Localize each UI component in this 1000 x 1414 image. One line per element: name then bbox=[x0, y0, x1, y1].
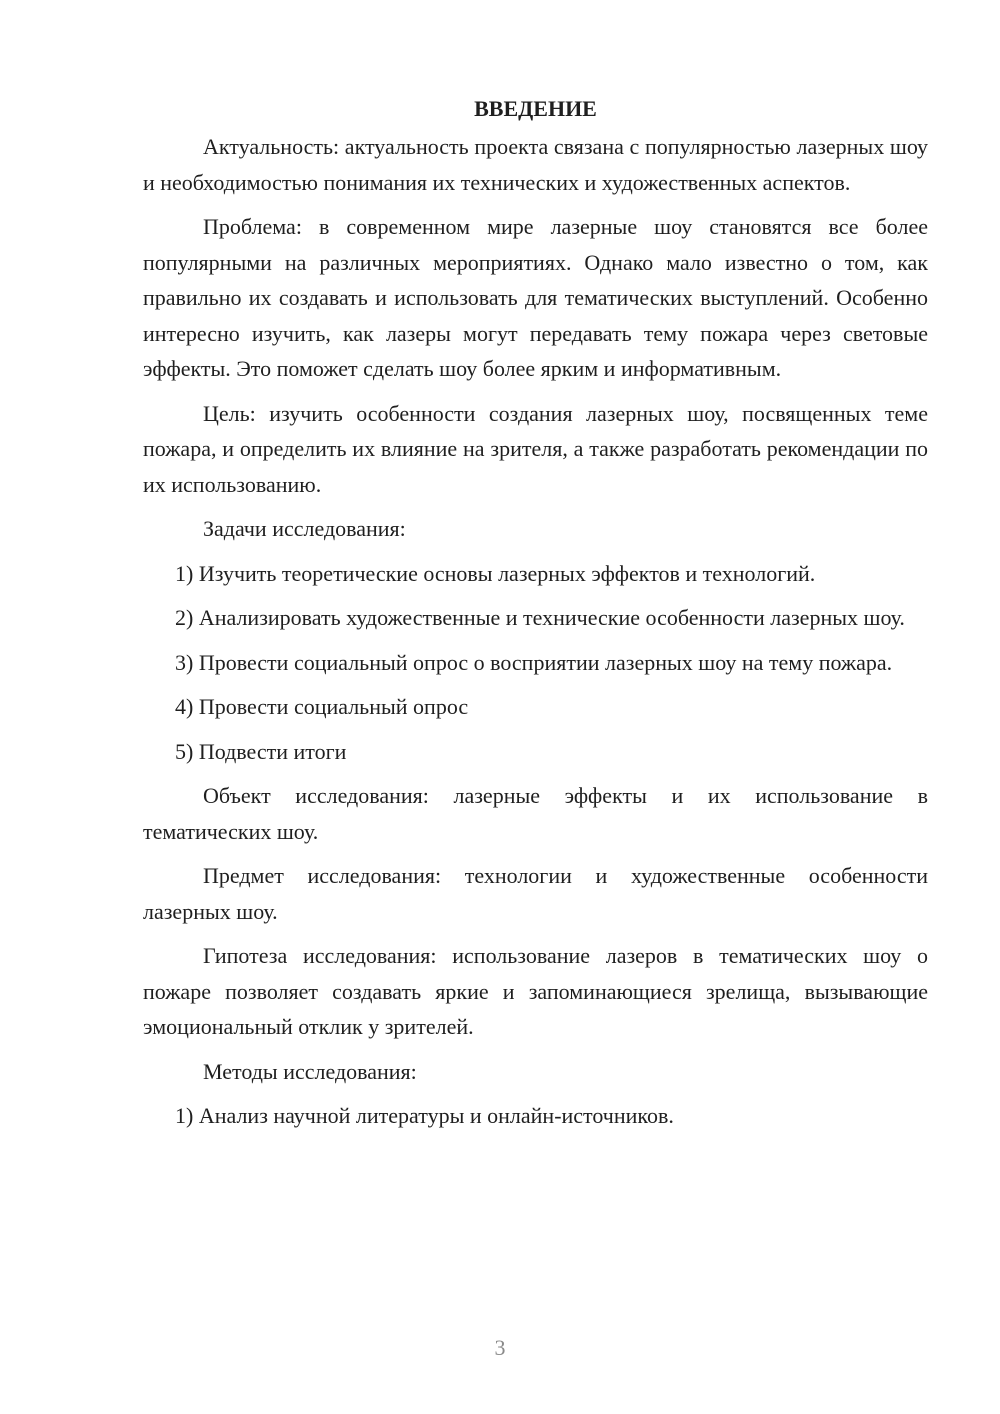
document-heading: ВВЕДЕНИЕ bbox=[474, 96, 597, 121]
paragraph-problem: Проблема: в современном мире лазерные шоу становятся все более популярными на различных мероприятиях. Однако мало известно о том, как правильно их создавать и использовать для тематических выступлений. Особенно интересно изучить, как лазеры могут передавать тему пожара через световые эффекты. Это поможет сделать шоу более ярким и информативным. bbox=[143, 214, 928, 381]
list-item-task-5: 5) Подвести итоги bbox=[175, 738, 347, 764]
paragraph-object: Объект исследования: лазерные эффекты и их использование в тематических шоу. bbox=[143, 783, 928, 844]
list-item-task-3: 3) Провести социальный опрос о восприятии лазерных шоу на тему пожара. bbox=[175, 649, 893, 675]
list-item-task-2: 2) Анализировать художественные и технические особенности лазерных шоу. bbox=[175, 605, 905, 630]
document-page bbox=[143, 92, 928, 1143]
paragraph-methods-heading: Методы исследования: bbox=[203, 1058, 417, 1084]
list-item-task-1: 1) Изучить теоретические основы лазерных эффектов и технологий. bbox=[175, 560, 816, 586]
paragraph-tasks-heading: Задачи исследования: bbox=[203, 516, 406, 541]
paragraph-relevance: Актуальность: актуальность проекта связана с популярностью лазерных шоу и необходимостью понимания их технических и художественных аспектов. bbox=[143, 134, 928, 195]
paragraph-goal: Цель: изучить особенности создания лазерных шоу, посвященных теме пожара, и определить их влияние на зрителя, а также разработать рекомендации по их использованию. bbox=[143, 400, 928, 497]
list-item-task-4: 4) Провести социальный опрос bbox=[175, 694, 469, 719]
page-number: 3 bbox=[494, 1335, 506, 1360]
paragraph-hypothesis: Гипотеза исследования: использование лазеров в тематических шоу о пожаре позволяет создавать яркие и запоминающиеся зрелища, вызывающие эмоциональный отклик у зрителей. bbox=[143, 943, 928, 1039]
list-item-method-1: 1) Анализ научной литературы и онлайн-источников. bbox=[175, 1103, 674, 1128]
paragraph-subject: Предмет исследования: технологии и художественные особенности лазерных шоу. bbox=[143, 863, 928, 924]
